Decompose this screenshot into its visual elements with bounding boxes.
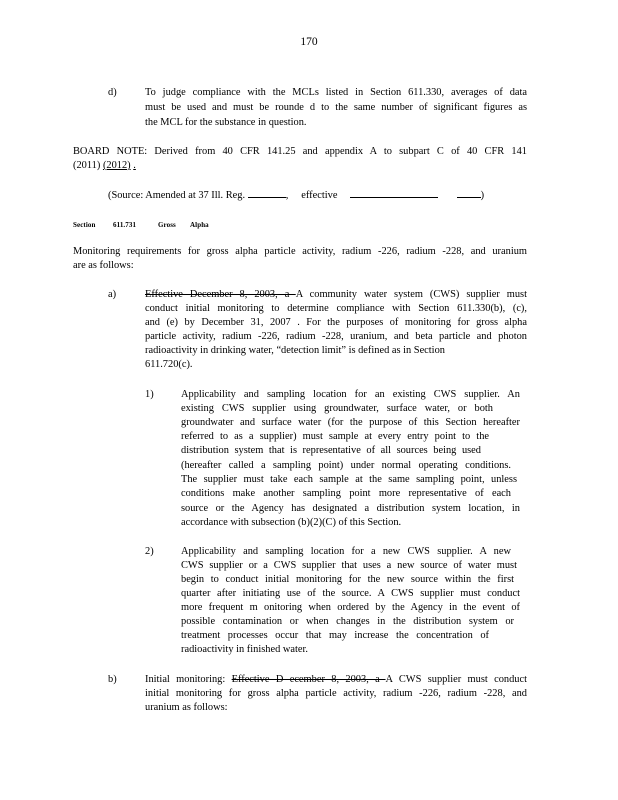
para-a1-line: accordance with subsection (b)(2)(C) of this Section.	[181, 517, 402, 528]
para-d-line: must be used and must be rounde d to the same number of significant figures as	[145, 102, 527, 113]
source-effective: effective	[301, 190, 338, 201]
para-a1-line: groundwater and surface water (for the purpose of this Section hereafter	[181, 417, 520, 428]
source-comma: ,	[285, 190, 289, 201]
para-a2-line: begin to conduct initial monitoring for the new source within the first	[181, 574, 514, 585]
para-a-label: a)	[108, 289, 117, 300]
para-b-prefix: Initial monitoring:	[145, 674, 232, 685]
para-b-line: uranium as follows:	[145, 702, 228, 713]
para-a2-line: radioactivity in finished water.	[181, 644, 308, 655]
para-a2-line: possible contamination or when changes in the distribution system or	[181, 616, 514, 627]
intro-line: are as follows:	[73, 260, 134, 271]
board-note-end: .	[133, 160, 136, 171]
para-a1-line: referred to as a supplier) must sample at every entry point to the	[181, 431, 489, 442]
para-a2-label: 2)	[145, 546, 154, 557]
board-note-year-old: (2011)	[73, 160, 101, 171]
para-a1-line: distribution system that is representative of all sources being used	[181, 445, 481, 456]
source-blank-year	[457, 187, 481, 198]
para-a-line: 611.720(c).	[145, 359, 193, 370]
para-a-line: conduct initial monitoring to determine compliance with Section 611.330(b), (c),	[145, 303, 527, 314]
para-b-line-1-rest: A CWS supplier must conduct	[385, 674, 528, 685]
intro-line: Monitoring requirements for gross alpha particle activity, radium -226, radium -228, and uranium	[73, 246, 527, 257]
para-a1-line: The supplier must take each sample at the same sampling point, unless	[181, 474, 517, 485]
para-a1-line: Applicability and sampling location for an existing CWS supplier. An	[181, 389, 520, 400]
para-a-line: and (e) by December 31, 2007 . For the purposes of monitoring for gross alpha	[145, 317, 527, 328]
para-d-line: To judge compliance with the MCLs listed in Section 611.330, averages of data	[145, 87, 527, 98]
para-a-struck: Effective December 8, 2003, a	[145, 289, 296, 300]
board-note-line-2	[73, 159, 136, 173]
para-a2-line: quarter after initiating use of the source. A CWS supplier must conduct	[181, 588, 520, 599]
para-a2-line: CWS supplier or a CWS supplier that uses a new source of water must	[181, 560, 517, 571]
board-note-line: BOARD NOTE: Derived from 40 CFR 141.25 and appendix A to subpart C of 40 CFR 141	[73, 146, 527, 157]
source-blank-reg	[248, 187, 286, 198]
para-d-label: d)	[108, 87, 117, 98]
para-a-line-1-rest: A community water system (CWS) supplier must	[295, 289, 527, 300]
para-b-line: initial monitoring for gross alpha particle activity, radium -226, radium -228, and	[145, 688, 527, 699]
para-b-struck: Effective D ecember 8, 2003, a	[231, 674, 386, 685]
board-note-year-new: (2012)	[102, 160, 131, 171]
source-line	[108, 187, 484, 203]
source-blank-date	[350, 187, 438, 198]
section-heading-word: Gross	[158, 221, 176, 229]
section-heading-number: 611.731	[113, 221, 137, 229]
para-a2-line: more frequent m onitoring when ordered by the Agency in the event of	[181, 602, 520, 613]
para-a-line: particle activity, radium -226, radium -228, uranium, and beta particle and photon	[145, 331, 527, 342]
page-number: 170	[300, 36, 318, 48]
section-heading-label: Section	[73, 221, 96, 229]
source-prefix: (Source: Amended at 37 Ill. Reg.	[108, 190, 246, 201]
para-a1-line: conditions make another sampling point more representative of each	[181, 488, 511, 499]
para-a1-line: (hereafter called a sampling point) under normal operating conditions.	[181, 460, 511, 471]
para-a1-label: 1)	[145, 389, 154, 400]
para-a1-line: source or the Agency has designated a distribution system location, in	[181, 503, 520, 514]
para-a2-line: Applicability and sampling location for a new CWS supplier. A new	[181, 546, 511, 557]
para-b-line-1	[145, 673, 527, 687]
para-a-line-1	[145, 288, 527, 302]
para-a1-line: existing CWS supplier using groundwater, surface water, or both	[181, 403, 493, 414]
para-a2-line: treatment processes occur that may increase the concentration of	[181, 630, 489, 641]
section-heading-word: Alpha	[190, 221, 209, 229]
para-b-label: b)	[108, 674, 117, 685]
para-a-line: radioactivity in drinking water, “detection limit” is defined as in Section	[145, 345, 445, 356]
source-close: )	[480, 190, 485, 201]
para-d-line: the MCL for the substance in question.	[145, 117, 307, 128]
